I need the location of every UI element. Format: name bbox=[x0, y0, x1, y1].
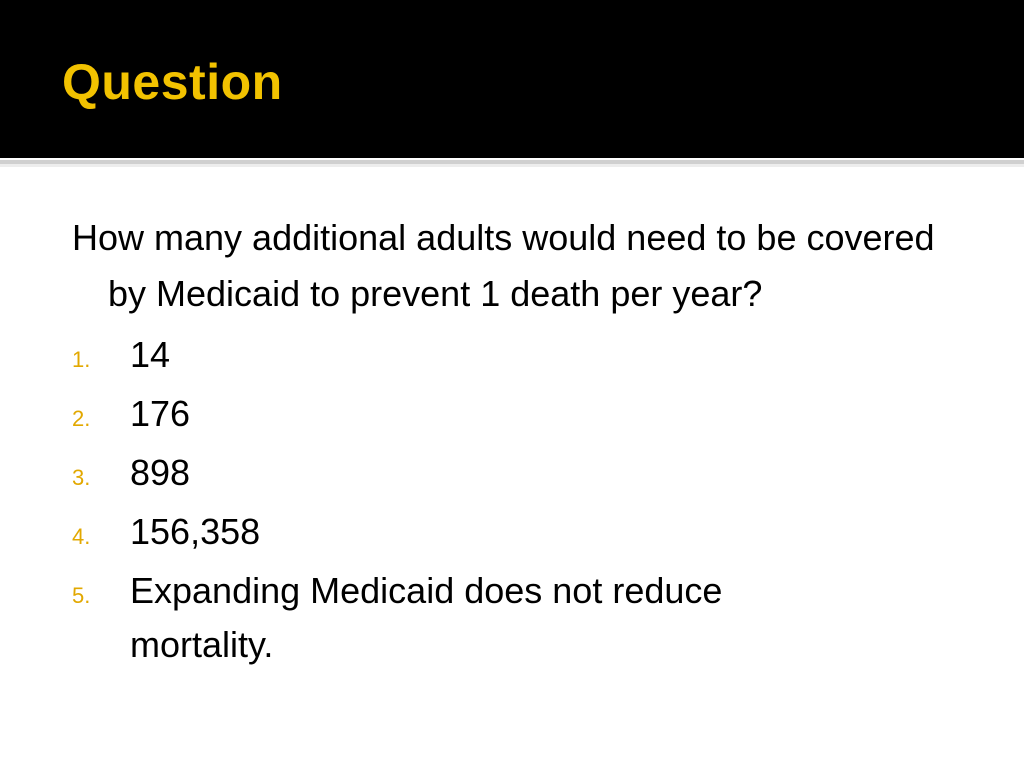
answer-choice-2 bbox=[72, 387, 972, 446]
answer-choice-4 bbox=[72, 505, 972, 564]
choice-number: 1. bbox=[72, 347, 91, 372]
choice-number: 3. bbox=[72, 465, 91, 490]
slide-title: Question bbox=[62, 54, 283, 110]
choice-text: 176 bbox=[130, 393, 191, 434]
choice-number: 5. bbox=[72, 583, 91, 608]
choice-text: 898 bbox=[130, 452, 191, 493]
answer-choice-5 bbox=[72, 564, 972, 672]
slide-content bbox=[72, 210, 972, 672]
title-divider-shadow bbox=[0, 164, 1024, 167]
answer-choice-3 bbox=[72, 446, 972, 505]
answer-choice-1 bbox=[72, 328, 972, 387]
answer-list bbox=[72, 328, 972, 672]
question-text: How many additional adults would need to be covered by Medicaid to prevent 1 death per year? bbox=[72, 217, 935, 314]
title-bar bbox=[0, 0, 1024, 158]
choice-text: Expanding Medicaid does not reduce mortality. bbox=[130, 570, 723, 665]
choice-text: 156,358 bbox=[130, 511, 261, 552]
choice-text: 14 bbox=[130, 334, 171, 375]
choice-number: 4. bbox=[72, 524, 91, 549]
choice-number: 2. bbox=[72, 406, 91, 431]
